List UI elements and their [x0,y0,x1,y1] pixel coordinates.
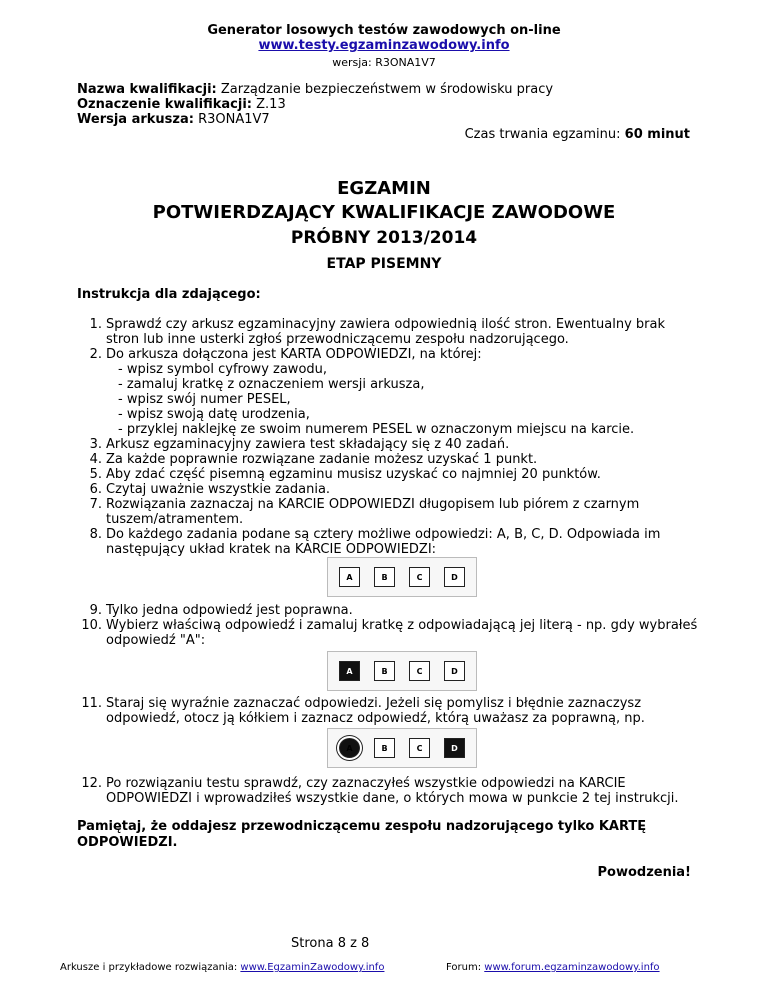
remember-note: Pamiętaj, że oddajesz przewodniczącemu zespołu nadzorującego tylko KARTĘ ODPOWIEDZI. [77,819,647,850]
answer-boxes-example-filled [327,651,477,691]
qualification-code-label: Oznaczenie kwalifikacji: [77,97,252,112]
footer-left [60,962,384,973]
item-number: 6. [89,482,102,497]
qualification-name-value: Zarządzanie bezpieczeństwem w środowisku pracy [216,82,554,97]
item-text: Wybierz właściwą odpowiedź i zamaluj kratkę z odpowiadającą jej literą - np. gdy wybrałeś odpowiedź "A": [106,618,698,648]
item-text: Za każde poprawnie rozwiązane zadanie możesz uzyskać 1 punkt. [106,452,538,467]
footer-left-label: Arkusze i przykładowe rozwiązania: [60,962,241,973]
list-item [80,452,700,467]
instructions-list-mid [80,603,700,648]
item-text: Staraj się wyraźnie zaznaczać odpowiedzi. Jeżeli się pomylisz i błędnie zaznaczysz odpowiedź, otocz ją kółkiem i zaznacz odpowiedź, którą uważasz za poprawną, np. [106,696,645,726]
list-item [80,696,700,726]
answer-box-a-filled: A [339,661,360,681]
answer-box-c: C [409,567,430,587]
item-number: 5. [89,467,102,482]
item-number: 10. [81,618,102,633]
item-text: Arkusz egzaminacyjny zawiera test składający się z 40 zadań. [106,437,510,452]
item-number: 1. [89,317,102,332]
footer-right [446,962,660,973]
instructions-list-mid2 [80,696,700,726]
list-item [80,467,700,482]
header-title: Generator losowych testów zawodowych on-line [207,23,561,38]
item-number: 7. [89,497,102,512]
list-item [80,603,700,618]
instructions-heading: Instrukcja dla zdającego: [77,287,261,302]
answer-box-b: B [374,567,395,587]
list-item [80,437,700,452]
answer-box-b: B [374,738,395,758]
instructions-list-top [80,317,700,557]
footer-right-link[interactable]: www.forum.egzaminzawodowy.info [484,962,660,973]
answer-box-a-circled: A [339,738,360,758]
sub-item: - wpisz symbol cyfrowy zawodu, [118,362,328,377]
page-number: Strona 8 z 8 [291,936,370,951]
exam-stage: ETAP PISEMNY [326,256,442,272]
item-number: 8. [89,527,102,542]
answer-box-c: C [409,661,430,681]
item-text: Czytaj uważnie wszystkie zadania. [106,482,331,497]
qualification-name-label: Nazwa kwalifikacji: [77,82,217,97]
answer-box-d: D [444,567,465,587]
footer-right-label: Forum: [446,962,485,973]
answer-box-d: D [444,661,465,681]
qualification-name [77,82,553,97]
sheet-version-label: Wersja arkusza: [77,112,194,127]
instructions-list-bottom [80,776,700,806]
item-text: Tylko jedna odpowiedź jest poprawna. [106,603,353,618]
header-link[interactable]: www.testy.egzaminzawodowy.info [258,38,510,53]
sub-item: - wpisz swój numer PESEL, [118,392,291,407]
sheet-version [77,112,270,127]
list-item [80,618,700,648]
sub-item: - zamaluj kratkę z oznaczeniem wersji arkusza, [118,377,425,392]
header-link-row [0,38,768,53]
good-luck: Powodzenia! [597,865,691,880]
qualification-code [77,97,286,112]
answer-box-c: C [409,738,430,758]
header-version: wersja: R3ONA1V7 [332,56,436,69]
duration-value: 60 minut [624,127,690,142]
qualification-code-value: Z.13 [252,97,286,112]
list-item [80,776,700,806]
item-number: 12. [81,776,102,791]
item-text: Rozwiązania zaznaczaj na KARCIE ODPOWIEDZI długopisem lub piórem z czarnym tuszem/atramentem. [106,497,640,527]
answer-boxes-example-empty [327,557,477,597]
item-text: Do każdego zadania podane są cztery możliwe odpowiedzi: A, B, C, D. Odpowiada im następujący układ kratek na KARCIE ODPOWIEDZI: [106,527,661,557]
item-number: 4. [89,452,102,467]
sub-item: - wpisz swoją datę urodzenia, [118,407,310,422]
item-number: 11. [81,696,102,711]
list-item [80,482,700,497]
item-number: 3. [89,437,102,452]
item-number: 2. [89,347,102,362]
duration-label: Czas trwania egzaminu: [464,127,625,142]
list-item [80,317,700,347]
footer-left-link[interactable]: www.EgzaminZawodowy.info [240,962,385,973]
exam-year: PRÓBNY 2013/2014 [290,228,478,248]
list-item [80,527,700,557]
list-item [80,497,700,527]
item-number: 9. [89,603,102,618]
item-text: Aby zdać część pisemną egzaminu musisz uzyskać co najmniej 20 punktów. [106,467,601,482]
item-text: Po rozwiązaniu testu sprawdź, czy zaznaczyłeś wszystkie odpowiedzi na KARCIE ODPOWIEDZI i wprowadziłeś wszystkie dane, o których mowa w punkcie 2 tej instrukcji. [106,776,679,806]
answer-boxes-example-corrected [327,728,477,768]
answer-box-d-filled: D [444,738,465,758]
exam-title: EGZAMIN [337,178,431,199]
exam-duration [465,127,690,142]
list-item [80,347,700,437]
item-text: Do arkusza dołączona jest KARTA ODPOWIEDZI, na której: [106,347,482,362]
sub-item: - przyklej naklejkę ze swoim numerem PESEL w oznaczonym miejscu na karcie. [118,422,635,437]
answer-box-a: A [339,567,360,587]
answer-box-b: B [374,661,395,681]
item-text: Sprawdź czy arkusz egzaminacyjny zawiera odpowiednią ilość stron. Ewentualny brak stron lub inne usterki zgłoś przewodniczącemu zespołu nadzorującego. [106,317,665,347]
sheet-version-value: R3ONA1V7 [193,112,270,127]
exam-subtitle: POTWIERDZAJĄCY KWALIFIKACJE ZAWODOWE [152,202,616,223]
